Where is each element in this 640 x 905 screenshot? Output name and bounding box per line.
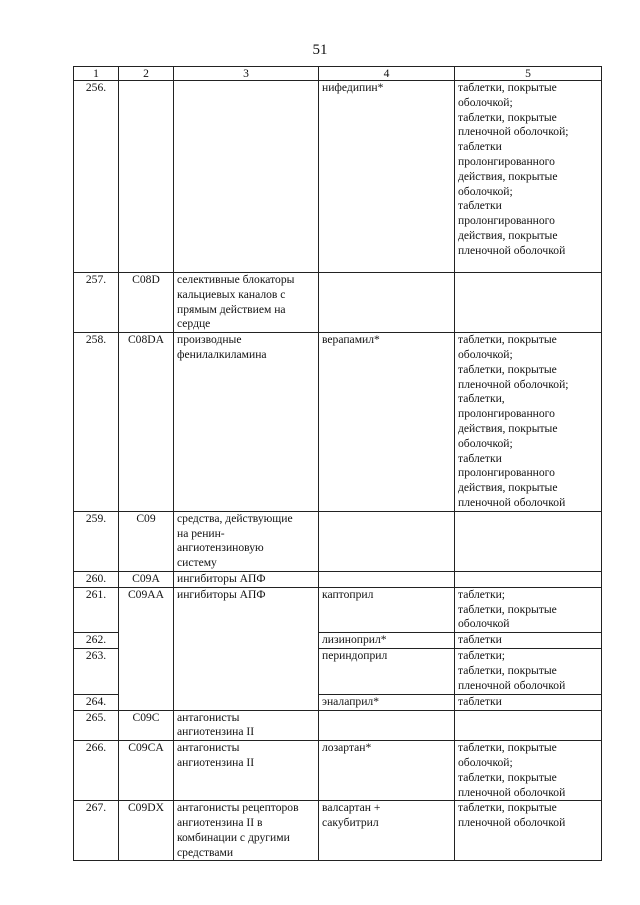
row-number: 257. <box>74 273 119 333</box>
dosage-form: таблетки, покрытые оболочкой; таблетки, покрытые пленочной оболочкой <box>455 741 602 801</box>
group-name: ингибиторы АПФ <box>174 571 319 587</box>
table-row <box>74 81 602 273</box>
table-row <box>74 741 602 801</box>
atc-code: C09A <box>119 571 174 587</box>
drug-name: эналаприл* <box>319 694 455 710</box>
row-number: 265. <box>74 710 119 741</box>
drug-name: периндоприл <box>319 649 455 694</box>
row-number: 266. <box>74 741 119 801</box>
dosage-form: таблетки, покрытые оболочкой; таблетки, покрытые пленочной оболочкой; таблетки пролонгированного действия, покрытые оболочкой; таблетки пролонгированного действия, покрытые пленочной оболочкой <box>455 81 602 273</box>
dosage-form: таблетки, покрытые оболочкой; таблетки, покрытые пленочной оболочкой; таблетки, пролонгированного действия, покрытые оболочкой; таблетки пролонгированного действия, покрытые пленочной оболочкой <box>455 333 602 512</box>
table-row <box>74 511 602 571</box>
row-number: 260. <box>74 571 119 587</box>
group-name: антагонисты рецепторов ангиотензина II в комбинации с другими средствами <box>174 801 319 861</box>
drug-name <box>319 710 455 741</box>
atc-code <box>119 81 174 273</box>
column-header: 1 <box>74 67 119 81</box>
column-header: 5 <box>455 67 602 81</box>
drug-name: верапамил* <box>319 333 455 512</box>
drug-table <box>73 66 602 861</box>
group-name: антагонисты ангиотензина II <box>174 710 319 741</box>
table-row <box>74 333 602 512</box>
dosage-form: таблетки; таблетки, покрытые пленочной оболочкой <box>455 649 602 694</box>
atc-code: C09 <box>119 511 174 571</box>
drug-name <box>319 571 455 587</box>
column-header: 4 <box>319 67 455 81</box>
group-name <box>174 81 319 273</box>
column-header: 2 <box>119 67 174 81</box>
row-number: 264. <box>74 694 119 710</box>
atc-code: C09AA <box>119 587 174 710</box>
dosage-form <box>455 710 602 741</box>
table-row <box>74 273 602 333</box>
row-number: 258. <box>74 333 119 512</box>
dosage-form: таблетки; таблетки, покрытые оболочкой <box>455 587 602 632</box>
atc-code: C09CA <box>119 741 174 801</box>
drug-name: валсартан + сакубитрил <box>319 801 455 861</box>
dosage-form <box>455 511 602 571</box>
row-number: 262. <box>74 633 119 649</box>
row-number: 259. <box>74 511 119 571</box>
drug-name: лизиноприл* <box>319 633 455 649</box>
atc-code: C09C <box>119 710 174 741</box>
row-number: 263. <box>74 649 119 694</box>
drug-name: лозартан* <box>319 741 455 801</box>
atc-code: C08D <box>119 273 174 333</box>
dosage-form <box>455 273 602 333</box>
dosage-form <box>455 571 602 587</box>
group-name: ингибиторы АПФ <box>174 587 319 710</box>
table-header-row <box>74 67 602 81</box>
row-number: 267. <box>74 801 119 861</box>
group-name: селективные блокаторы кальциевых каналов с прямым действием на сердце <box>174 273 319 333</box>
group-name: производные фенилалкиламина <box>174 333 319 512</box>
row-number: 261. <box>74 587 119 632</box>
row-number: 256. <box>74 81 119 273</box>
dosage-form: таблетки, покрытые пленочной оболочкой <box>455 801 602 861</box>
column-header: 3 <box>174 67 319 81</box>
drug-name <box>319 511 455 571</box>
dosage-form: таблетки <box>455 694 602 710</box>
atc-code: C08DA <box>119 333 174 512</box>
dosage-form: таблетки <box>455 633 602 649</box>
drug-name <box>319 273 455 333</box>
table-row <box>74 571 602 587</box>
drug-name: нифедипин* <box>319 81 455 273</box>
group-name: антагонисты ангиотензина II <box>174 741 319 801</box>
table-row <box>74 801 602 861</box>
table-row <box>74 587 602 632</box>
group-name: средства, действующие на ренин- ангиотензиновую систему <box>174 511 319 571</box>
atc-code: C09DX <box>119 801 174 861</box>
drug-name: каптоприл <box>319 587 455 632</box>
table-row <box>74 710 602 741</box>
page-number: 51 <box>312 42 328 58</box>
